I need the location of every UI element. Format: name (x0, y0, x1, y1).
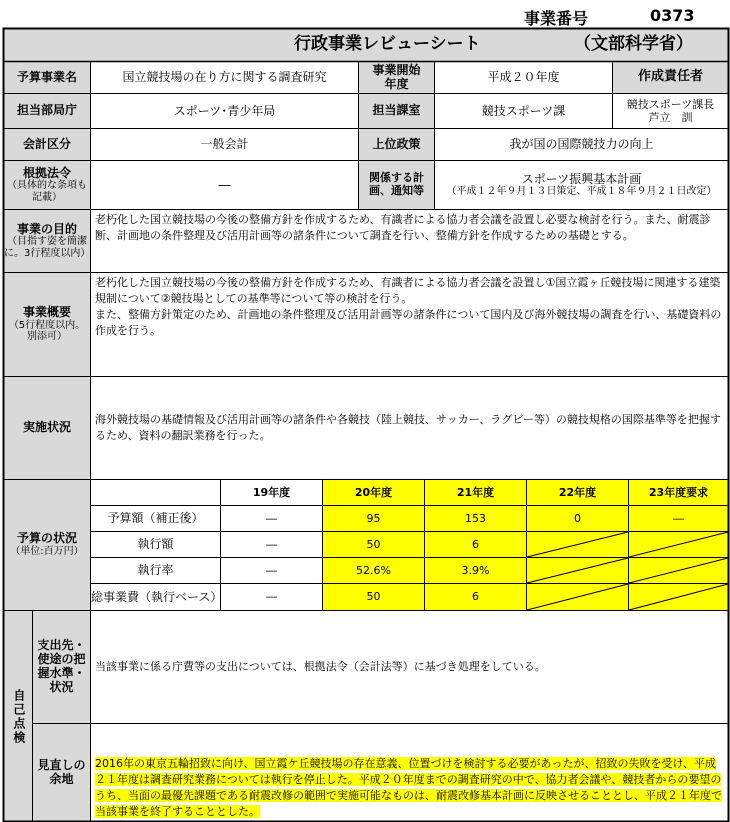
label-purpose (4, 210, 90, 272)
label-plan: 関係する計画、通知等 (359, 161, 434, 209)
budget-cell-0-4: ― (629, 506, 728, 531)
value-law: ― (218, 177, 231, 192)
budget-cell-0-1: 95 (323, 506, 424, 531)
budget-cell-3-1: 50 (323, 584, 424, 610)
budget-cell-1-0: ― (266, 537, 277, 551)
year-header-23: 23年度要求 (629, 480, 728, 505)
budget-cell-1-4 (629, 532, 728, 557)
label-outline-title: 事業概要 (22, 305, 71, 320)
value-bureau: スポーツ･青少年局 (173, 103, 276, 118)
value-division: 競技スポーツ課 (481, 103, 566, 118)
project-number-label: 事業番号 (524, 9, 589, 28)
value-purpose: 老朽化した国立競技場の今後の整備方針を作成するため、有識者による協力者会議を設置し必要な検討を行う。また、耐震診断、計画地の条件整理及び活用計画等の諸条件について調査を行い、整備方針を作成するための基礎とする。 (95, 213, 711, 242)
project-number-value: 0373 (650, 6, 695, 25)
budget-row-label-2: 執行率 (137, 563, 174, 578)
label-start-year: 事業開始年度 (359, 62, 434, 93)
value-plan-sub: （平成１２年９月１３日策定、平成１８年９月２１日改定） (446, 186, 717, 198)
value-outline (91, 273, 728, 376)
value-outline-line1: 老朽化した国立競技場の今後の整備方針を作成するため、有識者による協力者会議を設置し①国立霞ヶ丘競技場に関連する建築規制について②競技場としての基準等について等の検討を行う。 (95, 276, 721, 305)
year-header-19: 19年度 (252, 485, 291, 499)
label-law-sub: （具体的な条項も記載） (7, 180, 87, 203)
value-review-text: 2016年の東京五輪招致に向け、国立霞ケ丘競技場の存在意義、位置づけを検討する必要があったが、招致の失敗を受け、平成２１年度は調査研究業務については執行を停止した。平成２０年度までの調査研究の中で、協力者会議や、競技者からの要望のうち、当面の最優先課題である耐震改修の範囲で実施可能なものは、耐震改修基本計画に反映させることとし、平成２１年度で当該事業を終了することとした。 (95, 757, 722, 818)
value-policy: 我が国の国際競技力の向上 (509, 137, 654, 152)
budget-cell-2-2: 3.9% (425, 558, 526, 583)
year-header-21: 21年度 (425, 480, 526, 505)
label-law (4, 161, 90, 209)
value-plan (435, 161, 728, 209)
value-status: 海外競技場の基礎情報及び活用計画等の諸条件や各競技（陸上競技、サッカー、ラグビー等）の競技規格の国際基準等を把握するため、資料の翻訳業務を行った。 (95, 413, 721, 442)
label-purpose-sub: （目指す姿を簡潔に。3行程度以内） (4, 236, 91, 259)
budget-cell-1-1: 50 (323, 532, 424, 557)
budget-cell-3-4 (629, 584, 728, 610)
label-expense: 支出先・使途の把握水準・状況 (33, 611, 90, 723)
budget-row-label-3: 総事業費（執行ベース） (91, 589, 223, 604)
value-account: 一般会計 (200, 137, 249, 152)
budget-cell-1-3 (527, 532, 628, 557)
budget-left-blank (91, 480, 220, 505)
label-law-title: 根拠法令 (22, 165, 71, 180)
value-start-year: 平成２０年度 (487, 70, 560, 85)
label-outline-sub: （5行程度以内。別添可） (8, 319, 86, 343)
budget-cell-2-1: 52.6% (323, 558, 424, 583)
sheet-title: 行政事業レビューシート (294, 34, 481, 55)
budget-cell-0-2: 153 (425, 506, 526, 531)
year-header-22: 22年度 (527, 480, 628, 505)
label-purpose-title: 事業の目的 (16, 221, 77, 236)
label-policy: 上位政策 (359, 129, 434, 160)
budget-cell-2-3 (527, 558, 628, 583)
value-outline-line2: また、整備方針策定のため、計画地の条件整理及び活用計画等の諸条件について国内及び海外競技場の調査を行い、基礎資料の作成を行う。 (95, 308, 722, 337)
label-project-name: 予算事業名 (4, 62, 90, 93)
budget-cell-2-4 (629, 558, 728, 583)
label-responsible: 作成責任者 (613, 62, 728, 93)
budget-cell-3-0: ― (266, 590, 277, 604)
label-self-check-text: 自己点検 (11, 688, 26, 745)
label-division: 担当課室 (359, 94, 434, 128)
budget-cell-3-2: 6 (425, 584, 526, 610)
budget-cell-3-3 (527, 584, 628, 610)
value-review (91, 724, 728, 822)
label-outline (4, 273, 90, 376)
ministry-name: （文部科学省） (574, 34, 693, 55)
value-project-name: 国立競技場の在り方に関する調査研究 (122, 70, 327, 85)
label-review: 見直しの余地 (33, 724, 90, 822)
label-bureau: 担当部局庁 (4, 94, 90, 128)
budget-cell-1-2: 6 (425, 532, 526, 557)
budget-cell-0-0: ― (266, 511, 277, 525)
label-budget-sub: （単位:百万円） (10, 546, 84, 558)
title-band (4, 29, 728, 61)
budget-row-label-0: 予算額（補正後） (107, 511, 204, 526)
value-expense: 当該事業に係る庁費等の支出については、根拠法令（会計法等）に基づき処理をしている。 (95, 660, 546, 673)
value-plan-title: スポーツ振興基本計画 (521, 171, 642, 186)
budget-cell-0-3: 0 (527, 506, 628, 531)
label-account: 会計区分 (4, 129, 90, 160)
budget-cell-2-0: ― (266, 563, 277, 577)
year-header-20: 20年度 (323, 480, 424, 505)
label-budget (4, 480, 90, 610)
label-budget-title: 予算の状況 (16, 531, 77, 546)
value-responsible: 競技スポーツ課長 芦立 訓 (626, 97, 715, 124)
budget-row-label-1: 執行額 (137, 537, 174, 552)
label-self-check (4, 611, 32, 822)
label-status: 実施状況 (4, 377, 90, 479)
